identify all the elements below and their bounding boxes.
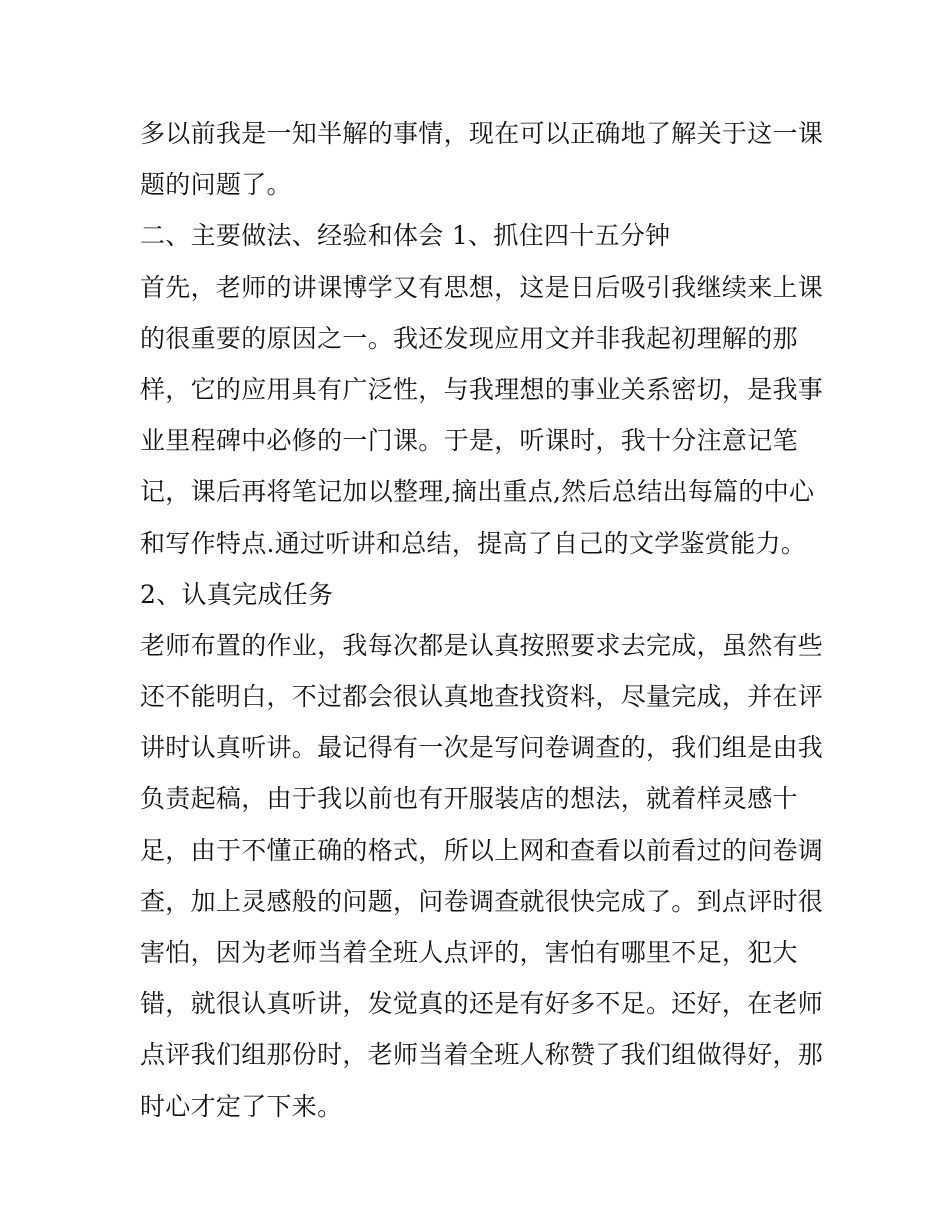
section-heading: 二、主要做法、经验和体会 1、抓住四十五分钟 — [140, 221, 671, 251]
text-line: 害怕，因为老师当着全班人点评的，害怕有哪里不足，犯大 — [140, 938, 798, 967]
text-line: 首先，老师的讲课博学又有思想，这是日后吸引我继续来上课 — [140, 272, 824, 302]
text-line: 讲时认真听讲。最记得有一次是写问卷调查的，我们组是由我 — [140, 733, 824, 763]
text-line: 业里程碑中必修的一门课。于是，听课时，我十分注意记笔 — [140, 426, 798, 456]
text-line: 样，它的应用具有广泛性，与我理想的事业关系密切，是我事 — [140, 374, 824, 404]
text-line: 错，就很认真听讲，发觉真的还是有好多不足。还好，在老师 — [140, 989, 824, 1019]
subsection-heading: 2、认真完成任务 — [140, 579, 334, 609]
text-line: 的很重要的原因之一。我还发现应用文并非我起初理解的那 — [140, 323, 798, 353]
text-line: 还不能明白，不过都会很认真地查找资料，尽量完成，并在评 — [140, 682, 824, 712]
text-line: 多以前我是一知半解的事情，现在可以正确地了解关于这一课 — [140, 119, 824, 148]
text-line: 查，加上灵感般的问题，问卷调查就很快完成了。到点评时很 — [140, 886, 824, 916]
document-body — [140, 108, 830, 1132]
text-line: 时心才定了下来。 — [140, 1091, 343, 1121]
text-line: 老师布置的作业，我每次都是认真按照要求去完成，虽然有些 — [140, 630, 824, 660]
text-line: 点评我们组那份时，老师当着全班人称赞了我们组做得好，那 — [140, 1040, 824, 1070]
text-line: 记，课后再将笔记加以整理,摘出重点,然后总结出每篇的中心 — [140, 477, 815, 507]
text-line: 足，由于不懂正确的格式，所以上网和查看以前看过的问卷调 — [140, 835, 824, 865]
text-line: 和写作特点.通过听讲和总结，提高了自己的文学鉴赏能力。 — [140, 528, 807, 558]
text-line: 负责起稿，由于我以前也有开服装店的想法，就着样灵感十 — [140, 784, 798, 814]
text-line: 题的问题了。 — [140, 170, 292, 200]
